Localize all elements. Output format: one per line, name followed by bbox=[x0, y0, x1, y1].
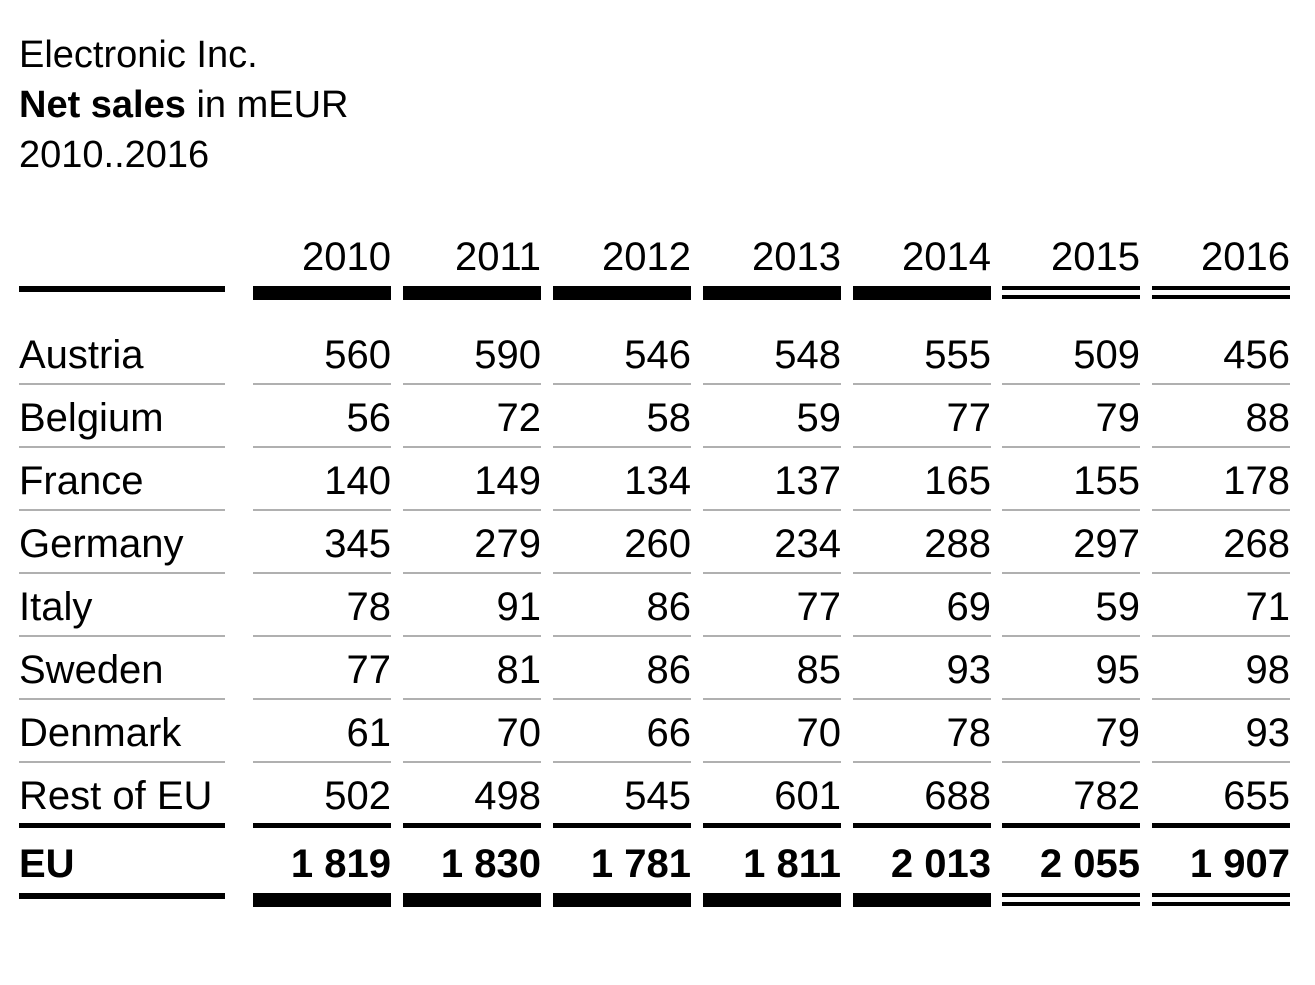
total-2016: 1 907 bbox=[1189, 842, 1290, 886]
total-label: EU bbox=[19, 842, 75, 886]
row-separator-sweden bbox=[19, 698, 225, 700]
cell-austria-2010: 560 bbox=[324, 333, 391, 377]
row-separator-denmark-2013 bbox=[703, 761, 841, 763]
total-2015: 2 055 bbox=[1039, 842, 1140, 886]
cell-italy-2014: 69 bbox=[946, 585, 991, 629]
row-label-denmark: Denmark bbox=[19, 711, 182, 755]
row-separator-germany-2016 bbox=[1152, 572, 1290, 574]
total-rule-2010 bbox=[253, 823, 391, 828]
cell-austria-2016: 456 bbox=[1223, 333, 1290, 377]
cell-germany-2012: 260 bbox=[624, 522, 691, 566]
row-separator-sweden-2016 bbox=[1152, 698, 1290, 700]
cell-sweden-2011: 81 bbox=[496, 648, 541, 692]
cell-rest-of-eu-2014: 688 bbox=[924, 774, 991, 818]
cell-france-2010: 140 bbox=[324, 459, 391, 503]
row-separator-italy-2010 bbox=[253, 635, 391, 637]
cell-rest-of-eu-2013: 601 bbox=[774, 774, 841, 818]
row-separator-belgium-2010 bbox=[253, 446, 391, 448]
row-separator-france-2011 bbox=[403, 509, 541, 511]
cell-denmark-2016: 93 bbox=[1245, 711, 1290, 755]
cell-denmark-2014: 78 bbox=[946, 711, 991, 755]
header-rule-2015-lower bbox=[1002, 295, 1140, 299]
cell-sweden-2013: 85 bbox=[796, 648, 841, 692]
column-header-2016: 2016 bbox=[1201, 235, 1290, 279]
column-header-2013: 2013 bbox=[752, 235, 841, 279]
cell-sweden-2016: 98 bbox=[1245, 648, 1290, 692]
column-header-2011: 2011 bbox=[454, 235, 541, 279]
header-rule-2013 bbox=[703, 286, 841, 300]
total-rule-2011 bbox=[403, 823, 541, 828]
cell-denmark-2013: 70 bbox=[796, 711, 841, 755]
cell-denmark-2010: 61 bbox=[346, 711, 391, 755]
header-rule-2014 bbox=[853, 286, 991, 300]
cell-austria-2015: 509 bbox=[1073, 333, 1140, 377]
cell-sweden-2014: 93 bbox=[946, 648, 991, 692]
row-separator-sweden-2014 bbox=[853, 698, 991, 700]
bottom-rule-2014 bbox=[853, 893, 991, 907]
row-separator-sweden-2013 bbox=[703, 698, 841, 700]
bottom-rule-label bbox=[19, 893, 225, 899]
bottom-rule-2010 bbox=[253, 893, 391, 907]
row-separator-sweden-2010 bbox=[253, 698, 391, 700]
cell-france-2014: 165 bbox=[924, 459, 991, 503]
bottom-rule-2013 bbox=[703, 893, 841, 907]
row-separator-austria-2012 bbox=[553, 383, 691, 385]
bottom-rule-2016-lower bbox=[1152, 902, 1290, 906]
cell-germany-2015: 297 bbox=[1073, 522, 1140, 566]
row-separator-austria-2013 bbox=[703, 383, 841, 385]
row-separator-sweden-2015 bbox=[1002, 698, 1140, 700]
row-separator-austria-2016 bbox=[1152, 383, 1290, 385]
row-label-austria: Austria bbox=[19, 333, 144, 377]
row-separator-france-2016 bbox=[1152, 509, 1290, 511]
cell-sweden-2010: 77 bbox=[346, 648, 391, 692]
header-rule-2015-upper bbox=[1002, 286, 1140, 290]
cell-italy-2010: 78 bbox=[346, 585, 391, 629]
row-separator-denmark-2012 bbox=[553, 761, 691, 763]
cell-belgium-2011: 72 bbox=[496, 396, 541, 440]
row-separator-denmark-2014 bbox=[853, 761, 991, 763]
row-separator-germany-2011 bbox=[403, 572, 541, 574]
cell-france-2013: 137 bbox=[774, 459, 841, 503]
total-2012: 1 781 bbox=[590, 842, 691, 886]
row-separator-italy-2016 bbox=[1152, 635, 1290, 637]
row-separator-austria bbox=[19, 383, 225, 385]
row-separator-germany-2012 bbox=[553, 572, 691, 574]
row-separator-germany-2015 bbox=[1002, 572, 1140, 574]
row-separator-belgium-2013 bbox=[703, 446, 841, 448]
cell-austria-2014: 555 bbox=[924, 333, 991, 377]
row-separator-sweden-2012 bbox=[553, 698, 691, 700]
company-name: Electronic Inc. bbox=[19, 34, 258, 76]
cell-austria-2011: 590 bbox=[474, 333, 541, 377]
cell-rest-of-eu-2010: 502 bbox=[324, 774, 391, 818]
bottom-rule-2015-lower bbox=[1002, 902, 1140, 906]
total-rule-2015 bbox=[1002, 823, 1140, 828]
cell-belgium-2015: 79 bbox=[1095, 396, 1140, 440]
cell-austria-2013: 548 bbox=[774, 333, 841, 377]
row-separator-italy bbox=[19, 635, 225, 637]
row-separator-belgium bbox=[19, 446, 225, 448]
cell-belgium-2012: 58 bbox=[646, 396, 691, 440]
row-label-france: France bbox=[19, 459, 144, 503]
row-separator-italy-2013 bbox=[703, 635, 841, 637]
row-label-rest-of-eu: Rest of EU bbox=[19, 774, 213, 818]
measure-bold: Net sales bbox=[19, 84, 186, 126]
row-separator-belgium-2016 bbox=[1152, 446, 1290, 448]
row-separator-austria-2014 bbox=[853, 383, 991, 385]
row-separator-france bbox=[19, 509, 225, 511]
column-header-2010: 2010 bbox=[302, 235, 391, 279]
row-separator-france-2015 bbox=[1002, 509, 1140, 511]
row-separator-italy-2011 bbox=[403, 635, 541, 637]
row-separator-germany bbox=[19, 572, 225, 574]
total-2014: 2 013 bbox=[890, 842, 991, 886]
row-separator-italy-2012 bbox=[553, 635, 691, 637]
column-header-2015: 2015 bbox=[1051, 235, 1140, 279]
cell-sweden-2012: 86 bbox=[646, 648, 691, 692]
total-rule-2013 bbox=[703, 823, 841, 828]
row-separator-belgium-2011 bbox=[403, 446, 541, 448]
row-separator-sweden-2011 bbox=[403, 698, 541, 700]
row-separator-france-2013 bbox=[703, 509, 841, 511]
cell-germany-2014: 288 bbox=[924, 522, 991, 566]
row-separator-france-2010 bbox=[253, 509, 391, 511]
column-header-2012: 2012 bbox=[602, 235, 691, 279]
row-separator-denmark-2015 bbox=[1002, 761, 1140, 763]
cell-germany-2011: 279 bbox=[474, 522, 541, 566]
cell-france-2016: 178 bbox=[1223, 459, 1290, 503]
cell-germany-2013: 234 bbox=[774, 522, 841, 566]
cell-sweden-2015: 95 bbox=[1095, 648, 1140, 692]
measure-unit: in mEUR bbox=[185, 84, 349, 126]
cell-belgium-2016: 88 bbox=[1245, 396, 1290, 440]
header-rule-2016-upper bbox=[1152, 286, 1290, 290]
cell-italy-2012: 86 bbox=[646, 585, 691, 629]
row-label-italy: Italy bbox=[19, 585, 93, 629]
total-rule-2016 bbox=[1152, 823, 1290, 828]
cell-italy-2011: 91 bbox=[496, 585, 541, 629]
header-rule-2012 bbox=[553, 286, 691, 300]
header-rule-2016-lower bbox=[1152, 295, 1290, 299]
row-separator-belgium-2014 bbox=[853, 446, 991, 448]
header-rule-label bbox=[19, 286, 225, 292]
cell-denmark-2012: 66 bbox=[646, 711, 691, 755]
cell-germany-2016: 268 bbox=[1223, 522, 1290, 566]
row-separator-denmark-2010 bbox=[253, 761, 391, 763]
cell-italy-2016: 71 bbox=[1245, 585, 1290, 629]
row-separator-austria-2011 bbox=[403, 383, 541, 385]
total-rule-2014 bbox=[853, 823, 991, 828]
total-2013: 1 811 bbox=[743, 842, 841, 886]
row-separator-germany-2010 bbox=[253, 572, 391, 574]
cell-rest-of-eu-2015: 782 bbox=[1073, 774, 1140, 818]
cell-italy-2013: 77 bbox=[796, 585, 841, 629]
row-separator-austria-2015 bbox=[1002, 383, 1140, 385]
total-rule-label bbox=[19, 823, 225, 828]
row-separator-italy-2015 bbox=[1002, 635, 1140, 637]
cell-belgium-2014: 77 bbox=[946, 396, 991, 440]
total-rule-2012 bbox=[553, 823, 691, 828]
cell-germany-2010: 345 bbox=[324, 522, 391, 566]
row-label-sweden: Sweden bbox=[19, 648, 164, 692]
cell-italy-2015: 59 bbox=[1095, 585, 1140, 629]
cell-rest-of-eu-2016: 655 bbox=[1223, 774, 1290, 818]
bottom-rule-2012 bbox=[553, 893, 691, 907]
bottom-rule-2015-upper bbox=[1002, 893, 1140, 897]
period: 2010..2016 bbox=[19, 134, 210, 176]
cell-france-2011: 149 bbox=[474, 459, 541, 503]
row-separator-belgium-2015 bbox=[1002, 446, 1140, 448]
row-separator-germany-2014 bbox=[853, 572, 991, 574]
row-separator-germany-2013 bbox=[703, 572, 841, 574]
row-label-belgium: Belgium bbox=[19, 396, 164, 440]
bottom-rule-2016-upper bbox=[1152, 893, 1290, 897]
total-2010: 1 819 bbox=[290, 842, 391, 886]
cell-france-2015: 155 bbox=[1073, 459, 1140, 503]
row-separator-austria-2010 bbox=[253, 383, 391, 385]
cell-austria-2012: 546 bbox=[624, 333, 691, 377]
cell-denmark-2011: 70 bbox=[496, 711, 541, 755]
row-separator-belgium-2012 bbox=[553, 446, 691, 448]
header-rule-2011 bbox=[403, 286, 541, 300]
cell-rest-of-eu-2011: 498 bbox=[474, 774, 541, 818]
total-2011: 1 830 bbox=[440, 842, 541, 886]
row-separator-denmark-2016 bbox=[1152, 761, 1290, 763]
row-separator-denmark-2011 bbox=[403, 761, 541, 763]
row-label-germany: Germany bbox=[19, 522, 184, 566]
cell-belgium-2013: 59 bbox=[796, 396, 841, 440]
cell-denmark-2015: 79 bbox=[1095, 711, 1140, 755]
cell-rest-of-eu-2012: 545 bbox=[624, 774, 691, 818]
column-header-2014: 2014 bbox=[902, 235, 991, 279]
header-rule-2010 bbox=[253, 286, 391, 300]
cell-france-2012: 134 bbox=[624, 459, 691, 503]
row-separator-france-2012 bbox=[553, 509, 691, 511]
row-separator-denmark bbox=[19, 761, 225, 763]
row-separator-france-2014 bbox=[853, 509, 991, 511]
row-separator-italy-2014 bbox=[853, 635, 991, 637]
cell-belgium-2010: 56 bbox=[346, 396, 391, 440]
bottom-rule-2011 bbox=[403, 893, 541, 907]
